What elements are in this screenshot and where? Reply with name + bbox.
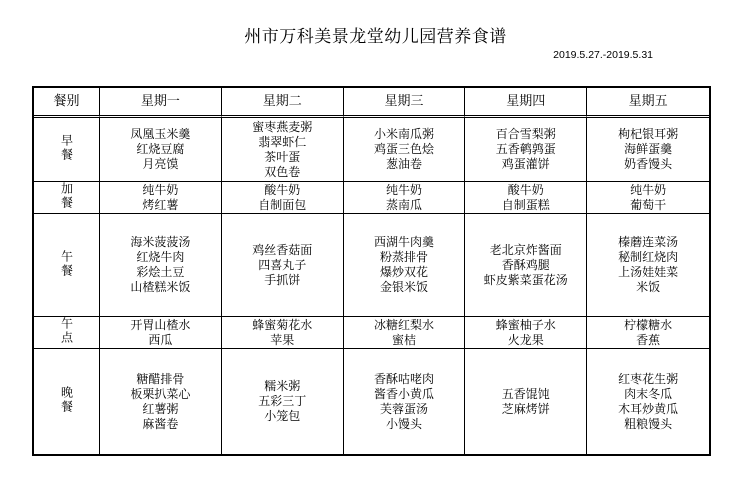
dish-item: 海米菠菠汤 — [130, 235, 191, 249]
menu-cell — [587, 317, 709, 349]
day-header-friday: 星期五 — [587, 88, 709, 118]
dish-item: 红烧牛肉 — [136, 250, 185, 264]
dish-item: 葱油卷 — [385, 157, 422, 171]
menu-cell — [344, 182, 466, 214]
meal-row-lunch — [34, 214, 709, 317]
dish-item: 板栗扒菜心 — [130, 386, 191, 401]
meal-row-breakfast — [34, 118, 709, 182]
dish-item: 蜂蜜菊花水 — [252, 317, 313, 332]
dish-list — [374, 372, 434, 432]
meal-label-cell — [34, 349, 100, 454]
dish-list — [130, 372, 190, 432]
dish-item: 枸杞银耳粥 — [618, 127, 679, 141]
day-header-thursday: 星期四 — [465, 88, 587, 118]
menu-cell — [465, 349, 587, 454]
dish-item: 红烧豆腐 — [136, 142, 185, 156]
dish-list — [618, 127, 678, 172]
menu-cell — [222, 214, 344, 317]
dish-item: 木耳炒黄瓜 — [618, 401, 679, 416]
dish-item: 虾皮紫菜蛋花汤 — [483, 272, 568, 287]
dish-item: 月亮馍 — [142, 157, 179, 171]
menu-cell — [587, 349, 709, 454]
dish-list — [496, 127, 556, 172]
dish-item: 开胃山楂水 — [130, 317, 191, 332]
dish-item: 糖醋排骨 — [136, 371, 185, 386]
dish-item: 纯牛奶 — [385, 182, 422, 197]
page-title: 州市万科美景龙堂幼儿园营养食谱 — [244, 27, 507, 47]
dish-item: 小馒头 — [385, 416, 422, 431]
dish-item: 苹果 — [270, 332, 295, 347]
dish-list — [502, 183, 550, 213]
dish-list — [630, 183, 666, 213]
dish-list — [252, 120, 312, 180]
dish-item: 翡翠虾仁 — [258, 134, 307, 149]
meal-label-cell — [34, 317, 100, 349]
dish-item: 肉末冬瓜 — [624, 386, 673, 401]
meal-label: 午点 — [59, 317, 74, 345]
menu-cell — [344, 317, 466, 349]
dish-item: 上汤娃娃菜 — [618, 265, 679, 279]
menu-cell — [222, 317, 344, 349]
dish-list — [374, 318, 434, 348]
dish-item: 百合雪梨粥 — [495, 127, 556, 141]
meal-row-snack — [34, 182, 709, 214]
dish-item: 蜜枣燕麦粥 — [252, 119, 313, 134]
dish-item: 手抓饼 — [264, 272, 301, 287]
menu-cell — [465, 214, 587, 317]
dish-list — [252, 243, 312, 288]
dish-list — [484, 243, 568, 288]
dish-list — [142, 183, 178, 213]
dish-item: 酸牛奶 — [264, 182, 301, 197]
dish-item: 茶叶蛋 — [264, 149, 301, 164]
dish-item: 柠檬糖水 — [624, 317, 673, 332]
menu-cell — [100, 118, 222, 182]
dish-item: 山楂糕米饭 — [130, 280, 191, 294]
meal-label: 晚餐 — [59, 386, 74, 414]
meal-row-dinner — [34, 349, 709, 454]
dish-item: 纯牛奶 — [630, 182, 667, 197]
menu-cell — [100, 214, 222, 317]
dish-item: 鸡丝香菇面 — [252, 242, 313, 257]
dish-item: 西瓜 — [148, 332, 173, 347]
meal-label-cell — [34, 118, 100, 182]
dish-item: 金银米饭 — [379, 280, 428, 294]
dish-list — [618, 372, 678, 432]
menu-cell — [344, 118, 466, 182]
menu-cell — [222, 118, 344, 182]
dish-item: 蜂蜜柚子水 — [495, 317, 556, 332]
dish-item: 奶香馒头 — [624, 157, 673, 171]
dish-item: 秘制红烧肉 — [618, 250, 679, 264]
dish-item: 香酥咕咾肉 — [373, 371, 434, 386]
dish-item: 麻酱卷 — [142, 416, 179, 431]
meal-row-afternoon-snack — [34, 317, 709, 349]
dish-item: 糯米粥 — [264, 379, 301, 393]
dish-item: 香酥鸡腿 — [501, 257, 550, 272]
meal-label: 加餐 — [59, 182, 74, 210]
menu-cell — [465, 182, 587, 214]
menu-cell — [100, 349, 222, 454]
menu-cell — [465, 317, 587, 349]
dish-item: 鸡蛋三色烩 — [373, 142, 434, 156]
dish-list — [386, 183, 422, 213]
day-header-monday: 星期一 — [100, 88, 222, 118]
day-header-wednesday: 星期三 — [344, 88, 466, 118]
dish-item: 西湖牛肉羹 — [373, 235, 434, 249]
dish-list — [258, 183, 306, 213]
dish-list — [374, 235, 434, 295]
dish-item: 红枣花生粥 — [618, 371, 679, 386]
dish-item: 五香鹌鹑蛋 — [495, 142, 556, 156]
dish-item: 芝麻烤饼 — [501, 401, 550, 416]
dish-item: 火龙果 — [507, 332, 544, 347]
dish-item: 蜜桔 — [391, 332, 416, 347]
date-range: 2019.5.27.-2019.5.31 — [553, 49, 653, 61]
dish-item: 冰糖红梨水 — [373, 317, 434, 332]
dish-list — [624, 318, 672, 348]
dish-item: 五彩三丁 — [258, 394, 307, 408]
menu-cell — [587, 118, 709, 182]
dish-list — [618, 235, 678, 295]
dish-list — [130, 235, 190, 295]
menu-cell — [222, 182, 344, 214]
meal-label-cell — [34, 214, 100, 317]
dish-item: 香蕉 — [636, 332, 661, 347]
dish-item: 鸡蛋灌饼 — [501, 157, 550, 171]
menu-cell — [100, 317, 222, 349]
dish-item: 凤凰玉米羹 — [130, 127, 191, 141]
menu-cell — [344, 349, 466, 454]
dish-item: 榛蘑连菜汤 — [618, 235, 679, 249]
dish-item: 爆炒双花 — [379, 265, 428, 279]
dish-list — [130, 127, 190, 172]
dish-item: 酸牛奶 — [507, 182, 544, 197]
dish-item: 老北京炸酱面 — [489, 242, 562, 257]
weekly-menu-table — [32, 86, 711, 456]
dish-list — [258, 379, 306, 424]
day-header-tuesday: 星期二 — [222, 88, 344, 118]
dish-list — [252, 318, 312, 348]
dish-item: 粗粮馒头 — [624, 416, 673, 431]
dish-list — [374, 127, 434, 172]
dish-item: 蒸南瓜 — [385, 197, 422, 212]
dish-item: 纯牛奶 — [142, 182, 179, 197]
dish-list — [496, 318, 556, 348]
meal-label: 午餐 — [59, 249, 74, 278]
dish-item: 五香馄饨 — [501, 386, 550, 401]
menu-cell — [344, 214, 466, 317]
meal-type-header: 餐别 — [34, 88, 100, 118]
dish-item: 酱香小黄瓜 — [373, 386, 434, 401]
dish-item: 小笼包 — [264, 409, 301, 423]
dish-item: 红薯粥 — [142, 401, 179, 416]
meal-label-cell — [34, 182, 100, 214]
header-row — [34, 88, 709, 118]
dish-item: 葡萄干 — [630, 197, 667, 212]
dish-list — [502, 387, 550, 417]
dish-item: 自制面包 — [258, 197, 307, 212]
dish-item: 粉蒸排骨 — [379, 250, 428, 264]
dish-item: 彩烩土豆 — [136, 265, 185, 279]
dish-item: 烤红薯 — [142, 197, 179, 212]
dish-item: 芙蓉蛋汤 — [379, 401, 428, 416]
menu-cell — [100, 182, 222, 214]
dish-item: 小米南瓜粥 — [373, 127, 434, 141]
dish-item: 自制蛋糕 — [501, 197, 550, 212]
meal-label: 早餐 — [59, 134, 74, 162]
dish-list — [130, 318, 190, 348]
dish-item: 海鲜蛋羹 — [624, 142, 673, 156]
dish-item: 双色卷 — [264, 164, 301, 179]
menu-cell — [587, 214, 709, 317]
menu-cell — [222, 349, 344, 454]
menu-cell — [465, 118, 587, 182]
menu-cell — [587, 182, 709, 214]
dish-item: 米饭 — [636, 280, 661, 294]
dish-item: 四喜丸子 — [258, 257, 307, 272]
